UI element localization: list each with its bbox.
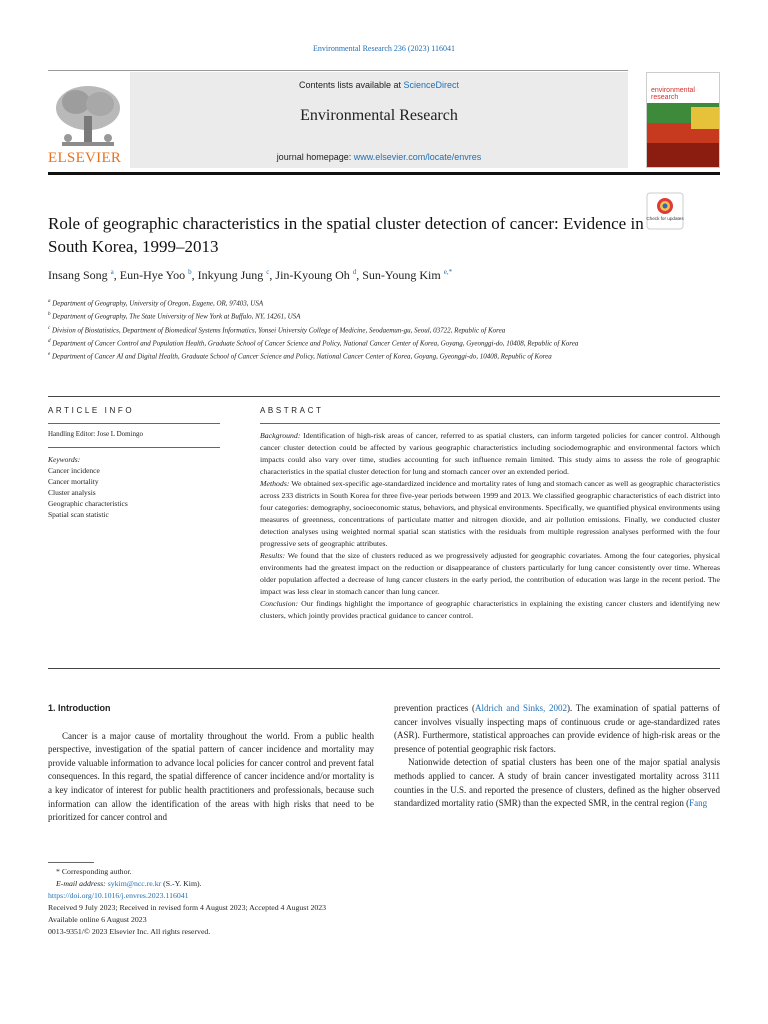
methods-label: Methods: — [260, 479, 290, 488]
affiliation-mark: d — [48, 338, 51, 344]
section-divider — [48, 396, 720, 397]
paragraph-text: Nationwide detection of spatial clusters has been one of the major spatial analysis methods applied to cancer. A study of brain cancer investigated mortality across 3111 counties in the U.S. and reported the presence of clusters, defined as the higher observed standardized mortality ratio (SMR) than the expected SMR, in the central region ( — [394, 757, 720, 809]
sciencedirect-link[interactable]: ScienceDirect — [403, 80, 460, 90]
citation-link[interactable]: Fang — [689, 798, 708, 809]
email-label: E-mail address: — [56, 879, 106, 888]
abstract-body — [260, 430, 720, 622]
author[interactable]: Sun-Young Kim — [362, 268, 441, 282]
abstract-conclusion — [260, 598, 720, 622]
cover-title-line-1: environmental — [651, 87, 695, 94]
email-link[interactable]: sykim@ncc.re.kr — [107, 879, 162, 888]
affiliation-text: Department of Cancer AI and Digital Health, Graduate School of Cancer Science and Policy, National Cancer Center of Korea, Goyang, Gyeonggi-do, 10408, Republic of Korea — [51, 352, 552, 361]
contents-prefix: Contents lists available at — [298, 80, 404, 90]
body-paragraph — [394, 756, 720, 810]
contents-line — [130, 80, 628, 90]
body-paragraph — [394, 702, 720, 756]
header-divider — [48, 70, 628, 71]
abstract-results — [260, 550, 720, 598]
abstract-heading: ABSTRACT — [260, 406, 324, 415]
affiliation-text: Division of Biostatistics, Department of Biomedical Systems Informatics, Yonsei University College of Medicine, Seodaemun-gu, Seoul, 03722, Republic of Korea — [51, 325, 506, 334]
paragraph-text: ). The examination of spatial patterns of cancer involves visually inspecting maps of continuous crude or age-standardized rates (ASR). Furthermore, statistical approaches can provide evidence of high-risk areas or the presence of potential geographic risk factors. — [394, 703, 720, 754]
author[interactable]: Insang Song — [48, 268, 108, 282]
body-paragraph: Cancer is a major cause of mortality throughout the world. From a public health perspective, investigation of the spatial pattern of cancer incidence and mortality may provide valuable information to advance local policies for cancer control and prevent fatal consequences. In this regard, the spatial difference of cancer incidence and/or mortality is a key indicator of interest for public health practitioners and professionals, because such information can allow the identification of the areas with high risks that need to be prioritized for cancer control and — [48, 730, 374, 823]
background-label: Background: — [260, 431, 301, 440]
keyword: Cluster analysis — [48, 488, 96, 497]
cover-title — [651, 87, 695, 101]
journal-title: Environmental Research — [300, 107, 458, 124]
footnote-divider — [48, 862, 94, 863]
author-affiliation-mark[interactable]: b — [188, 268, 192, 276]
affiliation-text: Department of Geography, University of Oregon, Eugene, OR, 97403, USA — [52, 299, 264, 308]
corresponding-text: Corresponding author. — [61, 867, 132, 876]
author-list: Insang Song $^a$, Eun-Hye Yoo $^b$, Inkyung Jung $^c$, Jin-Kyoung Oh $^d$, Sun-Young Kim $^{e,*}$ — [48, 268, 453, 282]
cover-title-line-2: research — [651, 94, 679, 101]
results-label: Results: — [260, 551, 286, 560]
publisher-name: ELSEVIER — [48, 150, 122, 166]
author[interactable]: Jin-Kyoung Oh — [275, 268, 350, 282]
doi-link[interactable]: https://doi.org/10.1016/j.envres.2023.116041 — [48, 891, 189, 900]
author-affiliation-mark[interactable]: e,* — [443, 268, 453, 276]
check-updates-label: Check for updates — [646, 216, 684, 221]
keyword: Geographic characteristics — [48, 499, 128, 508]
affiliation-list — [48, 296, 668, 363]
handling-editor: Handling Editor: Jose L Domingo — [48, 430, 144, 438]
keyword: Cancer mortality — [48, 477, 99, 486]
body-right-column — [394, 702, 720, 811]
affiliation-mark: b — [48, 312, 51, 318]
available-online: Available online 6 August 2023 — [48, 915, 147, 924]
body-left-column — [48, 702, 374, 825]
abstract-divider — [260, 423, 720, 424]
homepage-line — [130, 152, 628, 162]
affiliation — [48, 349, 668, 362]
keyword: Spatial scan statistic — [48, 510, 109, 519]
author-affiliation-mark[interactable]: a — [110, 268, 114, 276]
journal-reference-link[interactable]: Environmental Research 236 (2023) 116041 — [313, 44, 455, 53]
abstract-background — [260, 430, 720, 478]
journal-cover-thumbnail — [646, 72, 720, 168]
author[interactable]: Inkyung Jung — [197, 268, 264, 282]
abstract-methods — [260, 478, 720, 550]
citation-link[interactable]: Aldrich and Sinks, 2002 — [474, 703, 567, 713]
methods-text: We obtained sex-specific age-standardized incidence and mortality rates of lung and stomach cancer as well as geographic characteristics across 233 districts in South Korea for three five-year periods between 1999 and 2013. We classified geographic characteristics of each district into four categories: demography, socioeconomic status, behaviors, and physical environments. Specifically, we quantified physical environments using measures of greenness, concentrations of particulate matter and nitrogen dioxide, and air pollution emissions. Finally, we conducted cluster detection analyses using weighted normal spatial scan statistics with the residuals from multiple regression analyses performed with the four progressive sets of geographic attributes. — [260, 479, 720, 548]
info-divider — [48, 423, 220, 424]
keywords-title: Keywords: — [48, 455, 81, 464]
received-dates: Received 9 July 2023; Received in revised form 4 August 2023; Accepted 4 August 2023 — [48, 903, 327, 912]
copyright: 0013-9351/© 2023 Elsevier Inc. All rights reserved. — [48, 927, 211, 936]
affiliation-mark: c — [48, 325, 51, 331]
affiliation-mark: e — [48, 352, 51, 358]
homepage-prefix: journal homepage: — [276, 152, 354, 162]
affiliation — [48, 296, 668, 309]
paragraph-text: prevention practices ( — [394, 703, 475, 713]
corresponding-mark: * — [56, 867, 60, 876]
header-thick-rule — [48, 172, 720, 175]
keyword: Cancer incidence — [48, 466, 100, 475]
affiliation — [48, 323, 668, 336]
conclusion-text: Our findings highlight the importance of geographic characteristics in explaining the existing cancer clusters and identifying new clusters, which jointly provides practical guidance to cancer control. — [260, 599, 720, 620]
article-title: Role of geographic characteristics in the spatial cluster detection of cancer: Evidence in South Korea, 1999–2013 — [48, 214, 644, 256]
footnotes — [48, 866, 648, 938]
journal-homepage-link[interactable]: www.elsevier.com/locate/envres — [353, 152, 482, 162]
article-info-heading: ARTICLE INFO — [48, 406, 135, 415]
affiliation-text: Department of Cancer Control and Population Health, Graduate School of Cancer Science and Policy, National Cancer Center of Korea, Goyang, Gyeonggi-do, 10408, Republic of Korea — [52, 339, 579, 348]
email-note — [48, 878, 648, 890]
affiliation-mark: a — [48, 299, 51, 304]
conclusion-label: Conclusion: — [260, 599, 299, 608]
author-affiliation-mark[interactable]: c — [266, 268, 270, 276]
author-affiliation-mark[interactable]: d — [352, 268, 357, 276]
abstract-bottom-divider — [48, 668, 720, 669]
check-for-updates-badge[interactable] — [646, 192, 684, 230]
keyword-list — [48, 454, 128, 520]
results-text: We found that the size of clusters reduced as we progressively adjusted for geographic covariates. Among the four categories, physical environments had the greatest impact on the reduction or disappearance of clusters particularly for lung cancer consistently over time. Whereas older population affected a decrease of lung cancer clusters in the early period, the contribution of education was large in the recent period. The impact was less clear in stomach cancer than lung cancer. — [260, 551, 720, 596]
background-text: Identification of high-risk areas of cancer, referred to as spatial clusters, can inform targeted policies for cancer control. Although cancer cluster detection could be affected by various geographic characteristics including sociodemographic and environmental factors which impacts could also vary over time, studies accounting for such influence remain limited. This study aims to assess the role of geographic characteristics in the spatial cluster detection for lung and stomach cancer over an extended period. — [260, 431, 720, 476]
email-suffix: (S.-Y. Kim). — [163, 879, 202, 888]
corresponding-author-note — [48, 866, 648, 878]
affiliation-text: Department of Geography, The State University of New York at Buffalo, NY, 14261, USA — [52, 312, 301, 321]
affiliation — [48, 309, 668, 322]
introduction-heading: 1. Introduction — [48, 703, 111, 713]
info-divider — [48, 447, 220, 448]
author[interactable]: Eun-Hye Yoo — [119, 268, 186, 282]
affiliation — [48, 336, 668, 349]
